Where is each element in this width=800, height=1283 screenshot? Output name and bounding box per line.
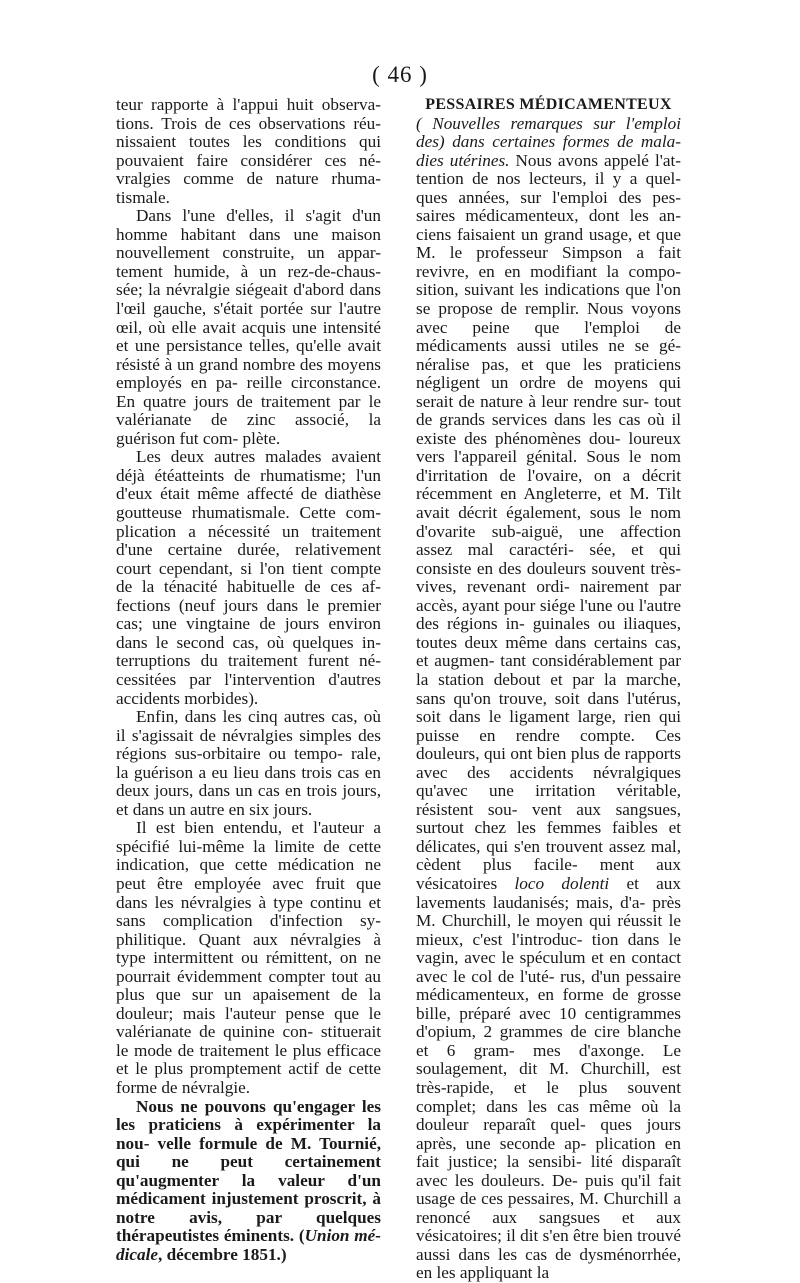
paragraph: Enfin, dans les cinq autres cas, où il s'agissait de névralgies simples des régions sus-orbitaire ou tempo- rale, la guérison a eu lieu dans trois cas en deux jours, dans un cas en trois jours, et dans un autre en six jours. <box>116 707 381 819</box>
article-subtitle: ( Nouvelles remarques sur l'emploi des) dans certaines formes de mala- dies utérines. <box>416 113 681 170</box>
article-body-continued: et aux lavements laudanisés; mais, d'a- près M. Churchill, le moyen qui réussit le mieux, c'est l'introduc- tion dans le vagin, avec le spéculum et en contact avec le col de l'uté- rus, d'un pessaire médicamenteux, en forme de grosse bille, préparé avec 10 centigrammes d'opium, 2 grammes de cire blanche et 6 gram- mes d'axonge. Le soulagement, dit M. Churchill, est très-rapide, et le plus souvent complet; dans les cas même où la douleur reparaît quel- ques jours après, une seconde ap- plication en fait justice; la sensibi- lité disparaît avec les douleurs. De- puis qu'il fait usage de ces pessaires, M. Churchill a renoncé aux sangsues et aux vésicatoires; il dit s'en être bien trouvé aussi dans les cas de dysménorrhée, en les appliquant la <box>416 873 681 1283</box>
article-body: Nous avons appelé l'at- tention de nos lecteurs, il y a quel- ques années, sur l'emploi des pes- saires médicamenteux, dont les an- ciens faisaient un grand usage, et que M. le professeur Simpson a fait revivre, en en modifiant la compo- sition, suivant les indications que l'on se propose de remplir. Nous voyons avec peine que l'emploi de médicaments aussi utiles ne se gé- néralise pas, et que les praticiens négligent un ordre de moyens qui serait de nature à leur rendre sur- tout de grands services dans les cas où il existe des phénomènes dou- loureux vers l'appareil génital. Sous le nom d'irritation de l'ovaire, on a décrit récemment en Angleterre, et M. Tilt avait décrit également, sous le nom d'ovarite sub-aiguë, une affection assez mal caractéri- sée, et qui consiste en des douleurs souvent très-vives, revenant ordi- nairement par accès, ayant pour siége l'une ou l'autre des régions in- guinales ou iliaques, toutes deux même dans certains cas, et augmen- tant considérablement par la station debout et par la marche, sans qu'on trouve, soit dans l'utérus, soit dans le ligament large, rien qui puisse en rendre compte. Ces douleurs, qui ont bien plus de rapports avec des accidents névralgiques qu'avec une irritation véritable, résistent sou- vent aux sangsues, surtout chez les femmes faibles et délicates, qui s'en trouvent assez mal, cèdent plus facile- ment aux vésicatoires <box>416 150 681 893</box>
paragraph: Les deux autres malades avaient déjà étéatteints de rhumatisme; l'un d'eux était même affecté de diathèse goutteuse rhumatismale. Cette com- plication a nécessité un traitement d'une certaine durée, relativement court cependant, si l'on tient compte de la ténacité habituelle de ces af- fections (neuf jours dans le premier cas; une vingtaine de jours environ dans le second cas, où quelques in- terruptions du traitement furent né- cessitées par l'intervention d'autres accidents morbides). <box>116 447 381 708</box>
closing-text: Nous ne pouvons qu'engager les les praticiens à expérimenter la nou- velle formule de M. Tournié, qui ne peut certainement qu'augmenter la valeur d'un médicament injustement proscrit, à notre avis, par quelques thérapeutistes éminents. ( <box>116 1096 381 1246</box>
paragraph: Dans l'une d'elles, il s'agit d'un homme habitant dans une maison nouvellement construite, un appar- tement humide, à un rez-de-chaus- sée; la névralgie siégeait d'abord dans l'œil gauche, s'était portée sur l'autre œil, où elle avait acquis une intensité et une persistance telles, qu'elle avait résisté à un grand nombre des moyens employés en pa- reille circonstance. En quatre jours de traitement par le valérianate de zinc associé, la guérison fut com- plète. <box>116 206 381 448</box>
source-date: , décembre 1851.) <box>158 1244 287 1264</box>
latin-phrase: loco dolenti <box>514 873 610 893</box>
page-number: ( 46 ) <box>372 62 428 87</box>
paragraph: Il est bien entendu, et l'auteur a spécifié lui-même la limite de cette indication, que cette médication ne peut être employée avec fruit que dans les névralgies à type continu et sans complication d'infection sy- philitique. Quant aux névralgies à type intermittent ou rémittent, on ne pourrait évidemment compter tout au plus que sur un apaisement de la douleur; mais l'auteur pense que le valérianate de quinine con- stituerait le mode de traitement le plus efficace et le plus promptement actif de cette forme de névralgie. <box>116 818 381 1097</box>
closing-paragraph <box>116 1098 381 1265</box>
source-journal: Union mé- dicale <box>116 1226 382 1264</box>
section-title: PESSAIRES MÉDICAMENTEUX <box>425 96 672 113</box>
right-column <box>416 96 681 1283</box>
left-column <box>116 96 381 1264</box>
paragraph: teur rapporte à l'appui huit observa- tions. Trois de ces observations réu- nissaient toutes les conditions qui pouvaient faire considérer ces né- vralgies comme de nature rhuma- tismale. <box>116 95 381 207</box>
article-paragraph <box>416 115 681 1283</box>
